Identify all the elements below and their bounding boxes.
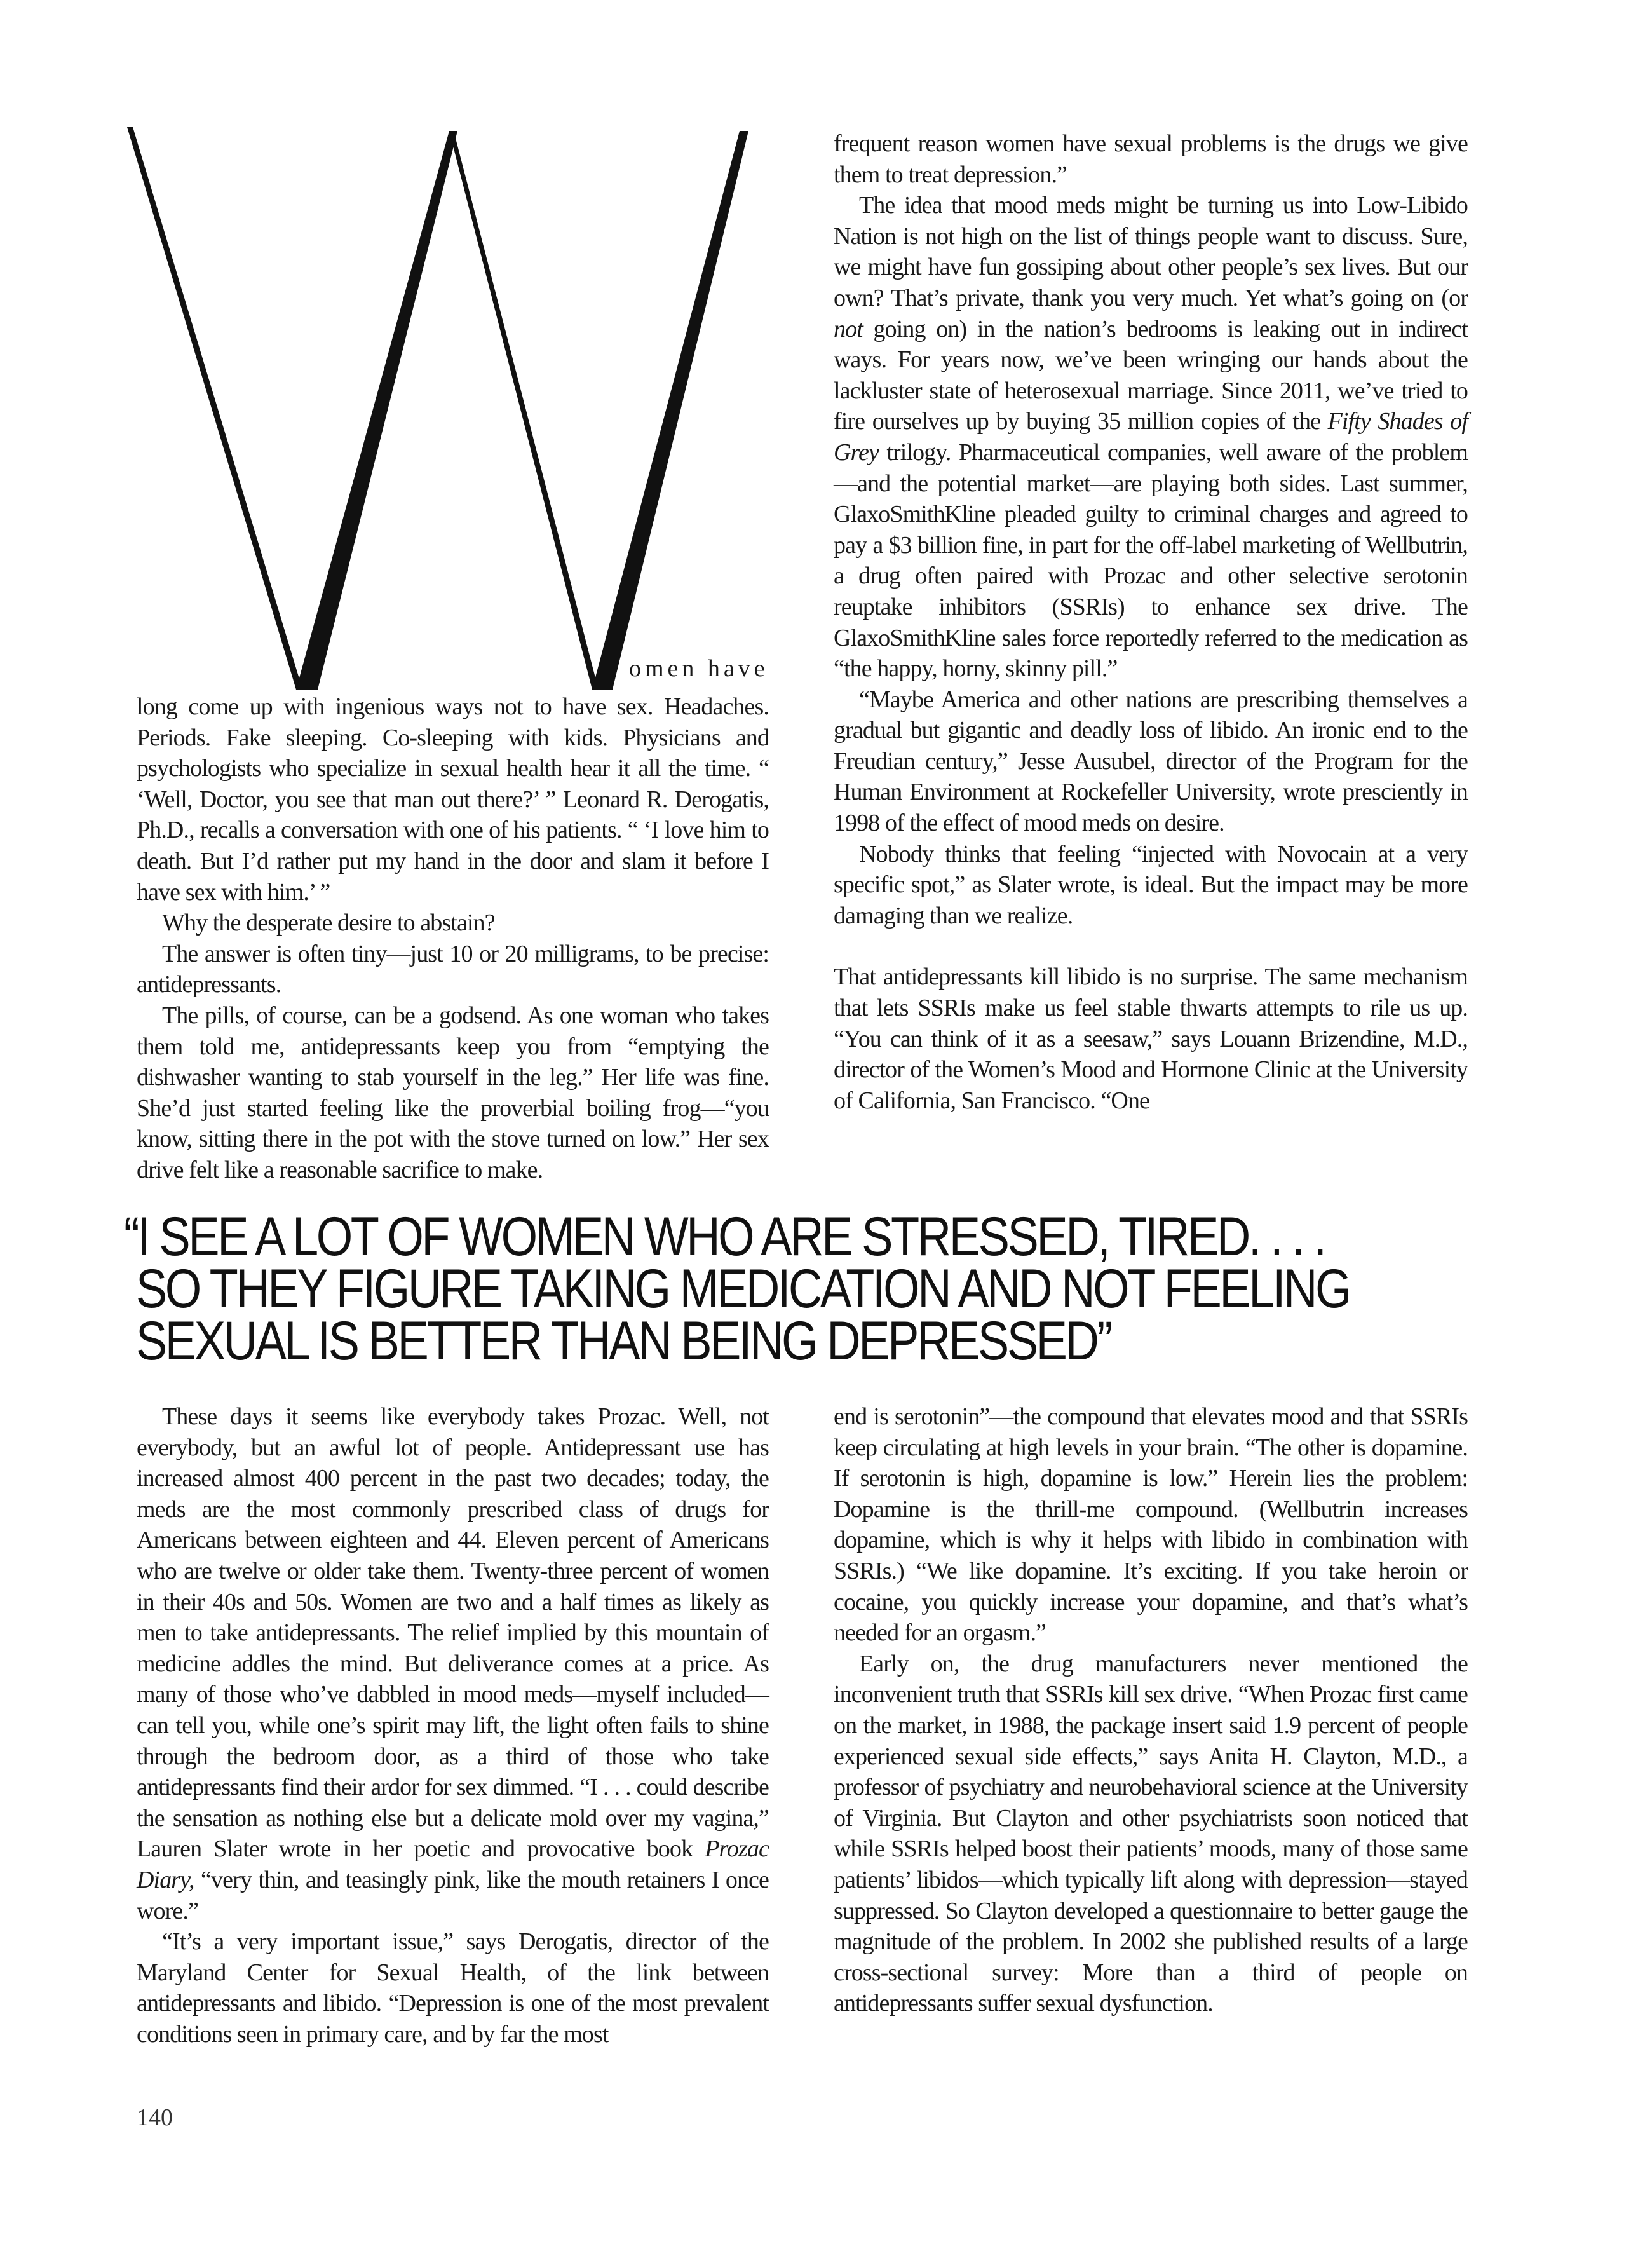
pull-quote-line: SEXUAL IS BETTER THAN BEING DEPRESSED”: [135, 1310, 1111, 1371]
dropcap-continuation: omen have: [629, 655, 769, 682]
left-column-bottom: [137, 1401, 769, 2050]
paragraph: end is serotonin”—the compound that elevates mood and that SSRIs keep circulating at high levels in your brain. “The other is dopamine. If serotonin is high, dopamine is low.” Herein lies the problem: Dopamine is the thrill-me compound. (Wellbutrin increases dopamine, which is why it helps with libido in combination with SSRIs.) “We like dopamine. It’s exciting. If you take heroin or cocaine, you quickly increase your dopamine, and that’s what’s needed for an orgasm.”: [834, 1403, 1468, 1647]
paragraph: frequent reason women have sexual problems is the drugs we give them to treat depression.”: [834, 130, 1468, 188]
paragraph: Why the desperate desire to abstain?: [162, 909, 495, 937]
italic-title: Fifty Shades of Grey: [834, 408, 1468, 466]
text: “very thin, and teasingly pink, like the mouth retainers I once wore.”: [137, 1866, 769, 1924]
left-column-top: [137, 691, 769, 1186]
paragraph: [137, 1401, 769, 1926]
text: trilogy. Pharmaceutical companies, well aware of the problem—and the potential market—are playing both sides. Last summer, GlaxoSmithKline pleaded guilty to criminal charges and agreed to pay a $3 billion fine, in part for the off-label marketing of Wellbutrin, a drug often paired with Prozac and other selective serotonin reuptake inhibitors (SSRIs) to enhance sex drive. The GlaxoSmithKline sales force reportedly referred to the medication as “the happy, horny, skinny pill.”: [834, 439, 1468, 683]
paragraph: Early on, the drug manufacturers never mentioned the inconvenient truth that SSRIs kill sex drive. “When Prozac first came on the market, in 1988, the package insert said 1.9 percent of people experienced sexual side effects,” says Anita H. Clayton, M.D., a professor of psychiatry and neurobehavioral science at the University of Virginia. But Clayton and other psychiatrists soon noticed that while SSRIs helped boost their patients’ moods, many of those same patients’ libidos—which typically lift along with depression—stayed suppressed. So Clayton developed a questionnaire to better gauge the magnitude of the problem. In 2002 she published results of a large cross-sectional survey: More than a third of people on antidepressants suffer sexual dysfunction.: [834, 1650, 1468, 2017]
text: These days it seems like everybody takes Prozac. Well, not everybody, but an awful lot of people. Antidepressant use has increased almost 400 percent in the past two decades; today, the meds are the most commonly prescribed class of drugs for Americans between eighteen and 44. Eleven percent of Americans who are twelve or older take them. Twenty-three percent of women in their 40s and 50s. Women are two and a half times as likely as men to take antidepressants. The relief implied by this mountain of medicine addles the mind. But deliverance comes at a price. As many of those who’ve dabbled in mood meds—myself included—can tell you, while one’s spirit may lift, the light often fails to shine through the bedroom door, as a third of those who take antidepressants find their ardor for sex dimmed. “I . . . could describe the sensation as nothing else but a delicate mold over my vagina,” Lauren Slater wrote in her poetic and provocative book: [137, 1403, 769, 1863]
paragraph: [834, 190, 1468, 684]
paragraph: Nobody thinks that feeling “injected with Novocain at a very specific spot,” as Slater wrote, is ideal. But the impact may be more damaging than we realize.: [834, 840, 1468, 929]
pull-quote-line: “I SEE A LOT OF WOMEN WHO ARE STRESSED, TIRED. . . .: [124, 1206, 1325, 1267]
pull-quote-line: SO THEY FIGURE TAKING MEDICATION AND NOT FEELING: [135, 1258, 1350, 1319]
right-column-top: [834, 128, 1468, 1116]
paragraph: “Maybe America and other nations are prescribing themselves a gradual but gigantic and deadly loss of libido. An ironic end to the Freudian century,” Jesse Ausubel, director of the Program for the Human Environment at Rockefeller University, wrote presciently in 1998 of the effect of mood meds on desire.: [834, 686, 1468, 837]
drop-cap-w: [127, 127, 762, 699]
paragraph: “It’s a very important issue,” says Derogatis, director of the Maryland Center for Sexual Health, of the link between antidepressants and libido. “Depression is one of the most prevalent conditions seen in primary care, and by far the most: [137, 1928, 769, 2048]
text: going on) in the nation’s bedrooms is leaking out in indirect ways. For years now, we’ve been wringing our hands about the lackluster state of heterosexual marriage. Since 2011, we’ve tried to fire ourselves up by buying 35 million copies of the: [834, 315, 1468, 435]
right-column-bottom: [834, 1401, 1468, 2019]
paragraph: long come up with ingenious ways not to have sex. Headaches. Periods. Fake sleeping. Co-sleeping with kids. Physicians and psychologists who specialize in sexual health hear it all the time. “ ‘Well, Doctor, you see that man out there?’ ” Leonard R. Derogatis, Ph.D., recalls a conversation with one of his patients. “ ‘I love him to death. But I’d rather put my hand in the door and slam it before I have sex with him.’ ”: [137, 693, 769, 906]
page-number: 140: [137, 2104, 173, 2131]
paragraph: That antidepressants kill libido is no surprise. The same mechanism that lets SSRIs make us feel stable thwarts attempts to rile us up. “You can think of it as a seesaw,” says Louann Brizendine, M.D., director of the Women’s Mood and Hormone Clinic at the University of California, San Francisco. “One: [834, 963, 1468, 1114]
italic-title: Prozac Diary,: [137, 1835, 769, 1893]
paragraph: The answer is often tiny—just 10 or 20 milligrams, to be precise: antidepressants.: [137, 940, 769, 998]
text: The idea that mood meds might be turning us into Low-Libido Nation is not high on the list of things people want to discuss. Sure, we might have fun gossiping about other people’s sex lives. But our own? That’s private, thank you very much. Yet what’s going on (or: [834, 192, 1468, 311]
paragraph: The pills, of course, can be a godsend. As one woman who takes them told me, antidepressants keep you from “emptying the dishwasher wanting to stab yourself in the leg.” Her life was fine. She’d just started feeling like the proverbial boiling frog—“you know, sitting there in the pot with the stove turned on low.” Her sex drive felt like a reasonable sacrifice to make.: [137, 1002, 769, 1183]
pull-quote: [124, 1206, 1381, 1371]
italic-text: not: [834, 315, 863, 343]
